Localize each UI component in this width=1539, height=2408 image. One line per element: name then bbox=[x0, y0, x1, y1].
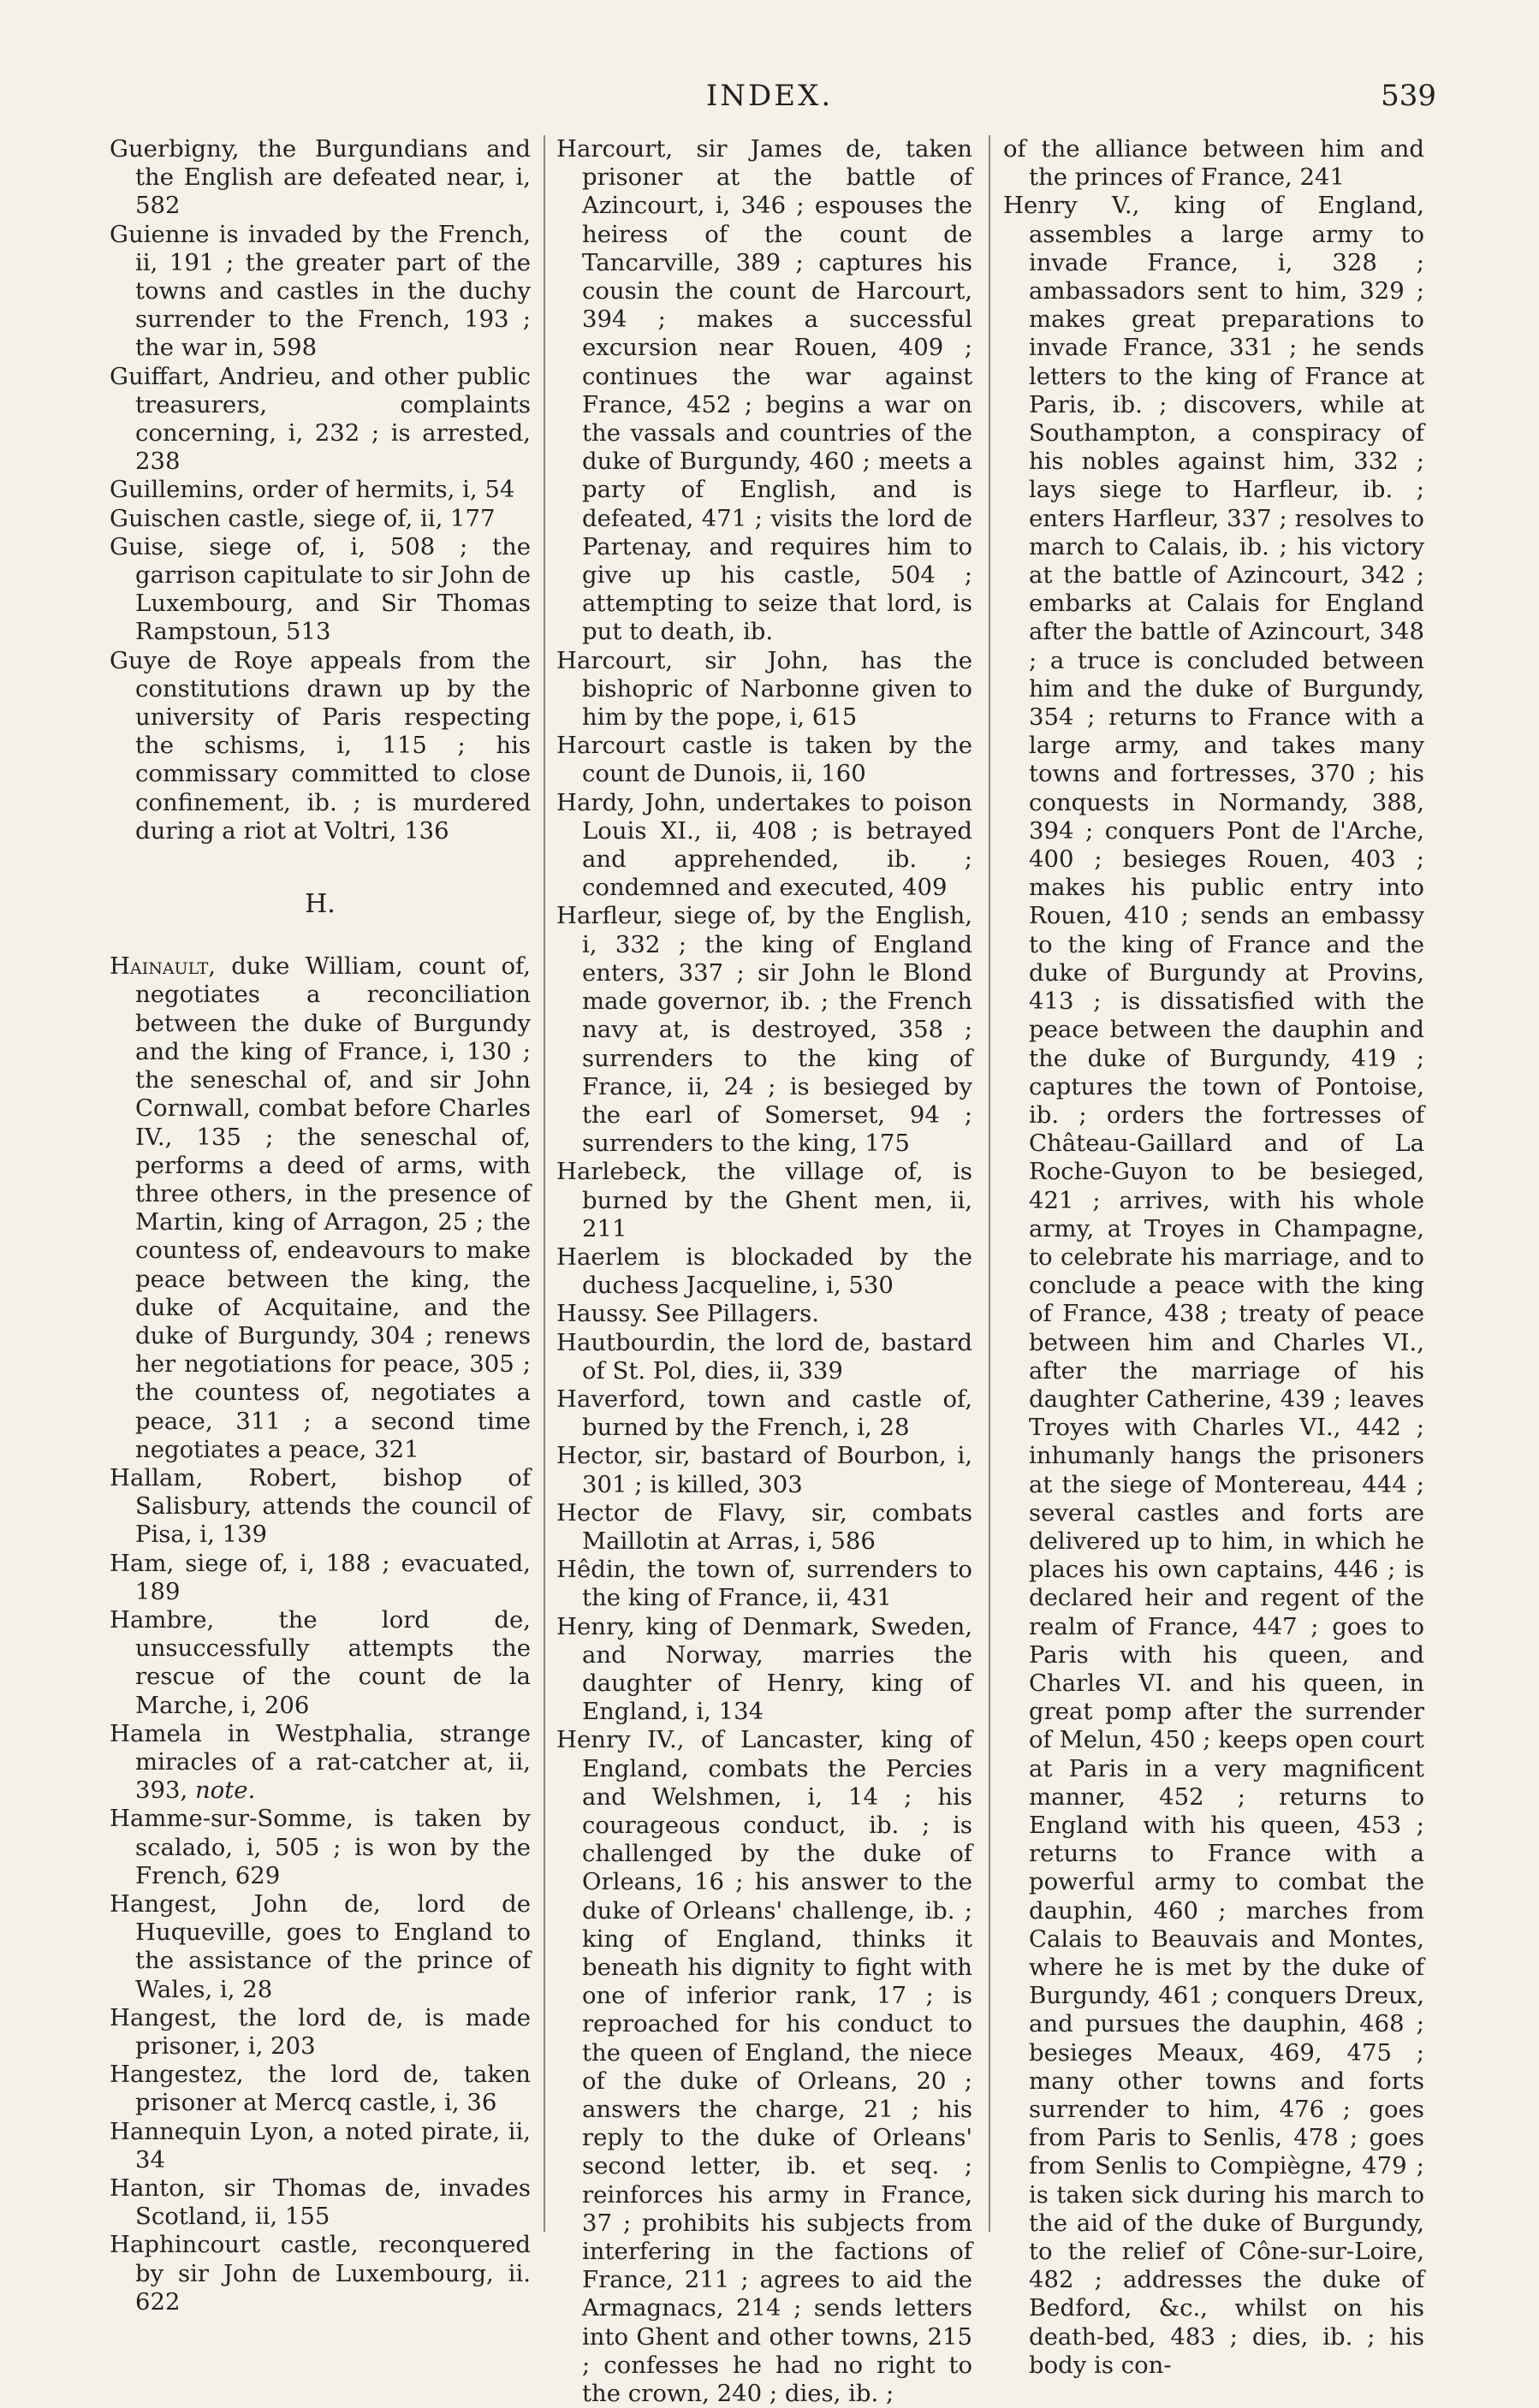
section-heading: H. bbox=[305, 889, 336, 920]
index-entry: Harfleur, siege of, by the English, i, 332 ; the king of England enters, 337 ; sir John le Blond made governor, ib. ; the French navy at, is destroyed, 358 ; surrenders to the king of France, ii, 24 ; is besieged by the earl of Somerset, 94 ; surrenders to the king, 175 bbox=[556, 902, 972, 1158]
page-title: INDEX. bbox=[705, 79, 834, 113]
index-entry: Haerlem is blockaded by the duchess Jacqueline, i, 530 bbox=[556, 1243, 972, 1300]
entry-text: Hamela in Westphalia, strange miracles of a rat-catcher at, ii, 393, bbox=[110, 1719, 531, 1805]
index-entry: Hêdin, the town of, surrenders to the king of France, ii, 431 bbox=[556, 1556, 972, 1612]
index-entry: Ham, siege of, i, 188 ; evacuated, 189 bbox=[110, 1549, 531, 1605]
index-entry: Guise, siege of, i, 508 ; the garrison capitulate to sir John de Luxembourg, and Sir Thomas Rampstoun, 513 bbox=[110, 532, 531, 646]
index-entry: Guillemins, order of hermits, i, 54 bbox=[110, 476, 515, 504]
index-entry: Hamme-sur-Somme, is taken by scalado, i, 505 ; is won by the French, 629 bbox=[110, 1805, 531, 1889]
index-entry: Hallam, Robert, bishop of Salisbury, attends the council of Pisa, i, 139 bbox=[110, 1463, 531, 1549]
column-rule bbox=[544, 135, 545, 2232]
page-header bbox=[0, 79, 1539, 130]
index-column-3 bbox=[1003, 135, 1424, 2380]
index-entry: Guye de Roye appeals from the constitutions drawn up by the university of Paris respecting the schisms, i, 115 ; his commissary committed to close confinement, ib. ; is murdered during a riot at Voltri, 136 bbox=[110, 646, 531, 845]
entry-headword: Hainault, bbox=[110, 952, 217, 981]
index-entry: Hautbourdin, the lord de, bastard of St. Pol, dies, ii, 339 bbox=[556, 1328, 972, 1385]
index-entry: Hangestez, the lord de, taken prisoner at Mercq castle, i, 36 bbox=[110, 2061, 531, 2117]
index-entry bbox=[110, 1720, 531, 1806]
column-rule bbox=[989, 135, 990, 2232]
index-entry: Hambre, the lord de, unsuccessfully attempts the rescue of the count de la Marche, i, 206 bbox=[110, 1605, 531, 1719]
index-entry: Henry IV., of Lancaster, king of England, combats the Percies and Welshmen, i, 14 ; his courageous conduct, ib. ; is challenged by the duke of Orleans, 16 ; his answer to the duke of Orleans' challenge, ib. ; king of England, thinks it beneath his dignity to fight with one of inferior rank, 17 ; is reproached for his conduct to the queen of England, the niece of the duke of Orleans, 20 ; answers the charge, 21 ; his reply to the duke of Orleans' second letter, ib. et seq. ; reinforces his army in France, 37 ; prohibits his subjects from interfering in the factions of France, 211 ; agrees to aid the Armagnacs, 214 ; sends letters into Ghent and other towns, 215 ; confesses he had no right to the crown, 240 ; dies, ib. ; bbox=[556, 1726, 972, 2408]
index-entry: Guischen castle, siege of, ii, 177 bbox=[110, 504, 496, 532]
entry-note: note. bbox=[187, 1776, 256, 1805]
index-entry: Guienne is invaded by the French, ii, 191 ; the greater part of the towns and castles in the duchy surrender to the French, 193 ; the war in, 598 bbox=[110, 220, 531, 362]
index-entry: Harcourt, sir John, has the bishopric of Narbonne given to him by the pope, i, 615 bbox=[556, 646, 972, 732]
index-entry: Hanton, sir Thomas de, invades Scotland, ii, 155 bbox=[110, 2174, 531, 2231]
index-entry: Guerbigny, the Burgundians and the English are defeated near, i, 582 bbox=[110, 135, 531, 220]
index-entry: Harcourt castle is taken by the count de Dunois, ii, 160 bbox=[556, 732, 972, 788]
index-entry bbox=[110, 952, 531, 1464]
index-entry: Harcourt, sir James de, taken prisoner at the battle of Azincourt, i, 346 ; espouses the heiress of the count de Tancarville, 389 ; captures his cousin the count de Harcourt, 394 ; makes a successful excursion near Rouen, 409 ; continues the war against France, 452 ; begins a war on the vassals and countries of the duke of Burgundy, 460 ; meets a party of English, and is defeated, 471 ; visits the lord de Partenay, and requires him to give up his castle, 504 ; attempting to seize that lord, is put to death, ib. bbox=[556, 135, 972, 646]
index-entry: Guiffart, Andrieu, and other public treasurers, complaints concerning, i, 232 ; is arrested, 238 bbox=[110, 362, 531, 476]
index-entry: Hector, sir, bastard of Bourbon, i, 301 ; is killed, 303 bbox=[556, 1442, 972, 1498]
entry-text: duke William, count of, negotiates a reconciliation between the duke of Burgundy and the king of France, i, 130 ; the seneschal of, and sir John Cornwall, combat before Charles IV., 135 ; the seneschal of, performs a deed of arms, with three others, in the presence of Martin, king of Arragon, 25 ; the countess of, endeavours to make peace between the king, the duke of Acquitaine, and the duke of Burgundy, 304 ; renews her negotiations for peace, 305 ; the countess of, negotiates a peace, 311 ; a second time negotiates a peace, 321 bbox=[135, 952, 531, 1463]
page-number: 539 bbox=[1381, 79, 1436, 113]
index-entry: Hannequin Lyon, a noted pirate, ii, 34 bbox=[110, 2117, 531, 2174]
index-entry: Haussy. See Pillagers. bbox=[556, 1300, 819, 1328]
index-entry: Haphincourt castle, reconquered by sir John de Luxembourg, ii. 622 bbox=[110, 2231, 531, 2316]
index-entry: Harlebeck, the village of, is burned by the Ghent men, ii, 211 bbox=[556, 1158, 972, 1243]
index-entry: Hangest, the lord de, is made prisoner, i, 203 bbox=[110, 2003, 531, 2060]
index-entry: Hangest, John de, lord de Huqueville, goes to England to the assistance of the prince of Wales, i, 28 bbox=[110, 1889, 531, 2003]
index-entry: Henry V., king of England, assembles a large army to invade France, i, 328 ; ambassadors sent to him, 329 ; makes great preparations to invade France, 331 ; he sends letters to the king of France at Paris, ib. ; discovers, while at Southampton, a conspiracy of his nobles against him, 332 ; lays siege to Harfleur, ib. ; enters Harfleur, 337 ; resolves to march to Calais, ib. ; his victory at the battle of Azincourt, 342 ; embarks at Calais for England after the battle of Azincourt, 348 ; a truce is concluded between him and the duke of Burgundy, 354 ; returns to France with a large army, and takes many towns and fortresses, 370 ; his conquests in Normandy, 388, 394 ; conquers Pont de l'Arche, 400 ; besieges Rouen, 403 ; makes his public entry into Rouen, 410 ; sends an embassy to the king of France and the duke of Burgundy at Provins, 413 ; is dissatisfied with the peace between the dauphin and the duke of Burgundy, 419 ; captures the town of Pontoise, ib. ; orders the fortresses of Château-Gaillard and of La Roche-Guyon to be besieged, 421 ; arrives, with his whole army, at Troyes in Champagne, to celebrate his marriage, and to conclude a peace with the king of France, 438 ; treaty of peace between him and Charles VI., after the marriage of his daughter Catherine, 439 ; leaves Troyes with Charles VI., 442 ; inhumanly hangs the prisoners at the siege of Montereau, 444 ; several castles and forts are delivered up to him, in which he places his own captains, 446 ; is declared heir and regent of the realm of France, 447 ; goes to Paris with his queen, and Charles VI. and his queen, in great pomp after the surrender of Melun, 450 ; keeps open court at Paris in a very magnificent manner, 452 ; returns to England with his queen, 453 ; returns to France with a powerful army to combat the dauphin, 460 ; marches from Calais to Beauvais and Montes, where he is met by the duke of Burgundy, 461 ; conquers Dreux, and pursues the dauphin, 468 ; besieges Meaux, 469, 475 ; many other towns and forts surrender to him, 476 ; goes from Paris to Senlis, 478 ; goes from Senlis to Compiègne, 479 ; is taken sick during his march to the aid of the duke of Burgundy, to the relief of Cône-sur-Loire, 482 ; addresses the duke of Bedford, &c., whilst on his death-bed, 483 ; dies, ib. ; his body is con- bbox=[1003, 192, 1424, 2379]
index-entry: Haverford, town and castle of, burned by the French, i, 28 bbox=[556, 1385, 972, 1442]
index-entry: Hardy, John, undertakes to poison Louis XI., ii, 408 ; is betrayed and apprehended, ib. ; condemned and executed, 409 bbox=[556, 788, 972, 902]
index-column-1 bbox=[110, 135, 531, 2316]
index-entry: Henry, king of Denmark, Sweden, and Norway, marries the daughter of Henry, king of England, i, 134 bbox=[556, 1612, 972, 1726]
index-entry: Hector de Flavy, sir, combats Maillotin at Arras, i, 586 bbox=[556, 1498, 972, 1555]
index-column-2 bbox=[556, 135, 972, 2408]
index-entry: of the alliance between him and the princes of France, 241 bbox=[1003, 135, 1424, 192]
